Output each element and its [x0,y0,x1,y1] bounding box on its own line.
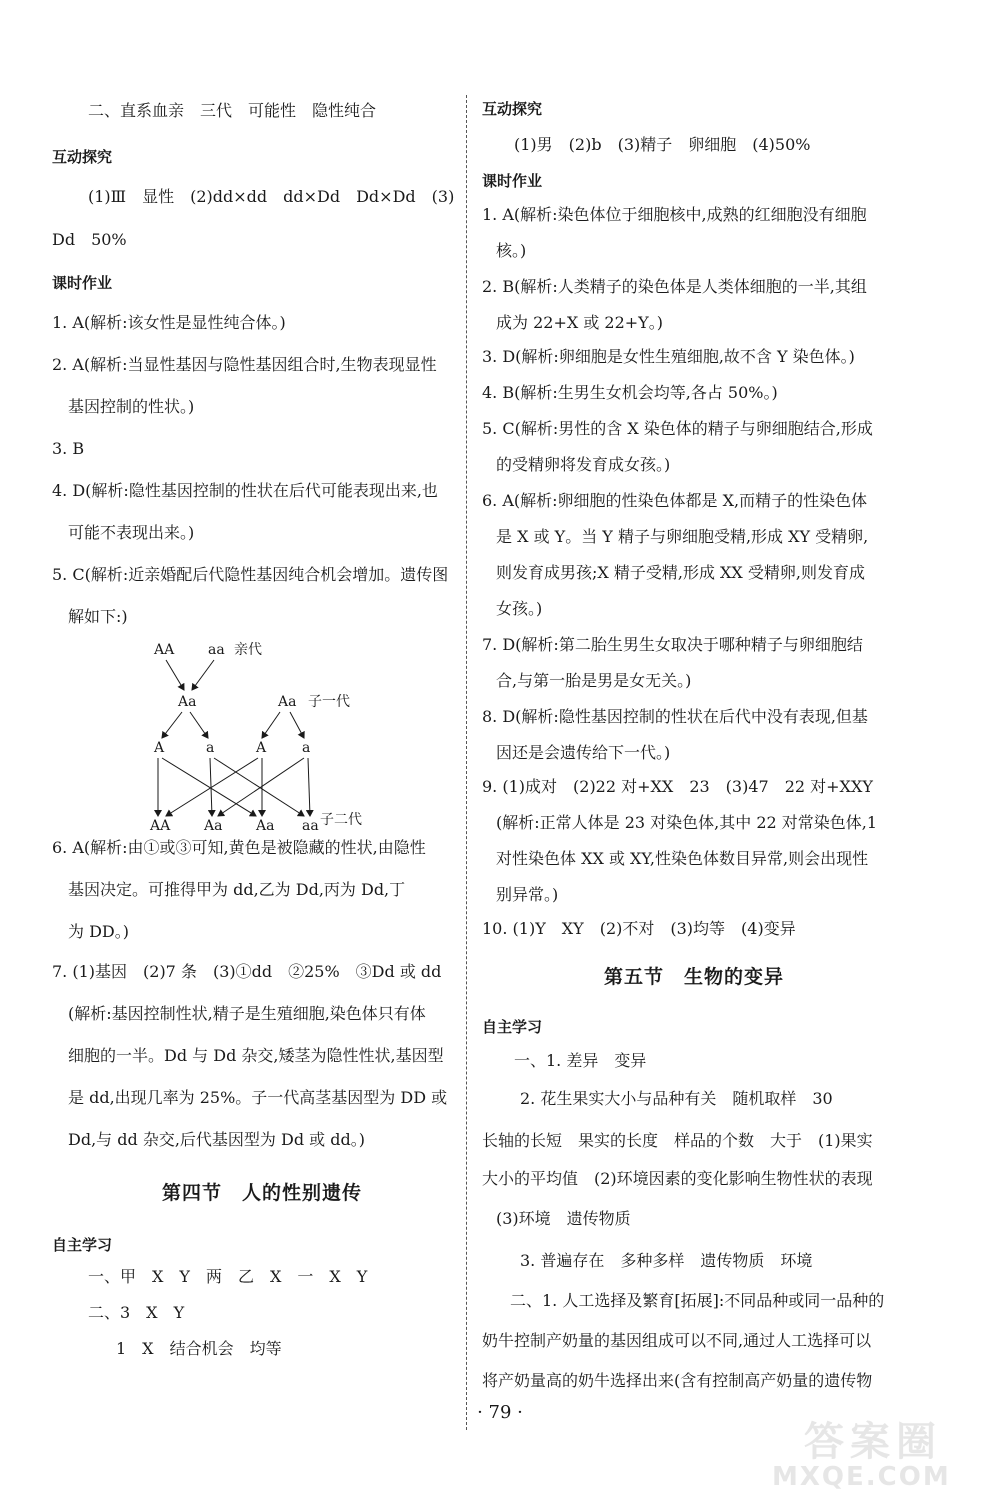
answer-q2-line2: 基因控制的性状。) [68,397,195,416]
right-answer-q3: 3. D(解析:卵细胞是女性生殖细胞,故不含 Y 染色体。) [482,347,855,366]
right-answer-q6-line1: 6. A(解析:卵细胞的性染色体都是 X,而精子的性染色体 [482,491,868,510]
f1-genotype-2: Aa [278,694,297,710]
answer-q5-line1: 5. C(解析:近亲婚配后代隐性基因纯合机会增加。遗传图 [52,565,449,584]
right-answer-q8-line2: 因还是会遗传给下一代。) [496,743,671,762]
variation-line-7: 二、1. 人工选择及繁育[拓展]:不同品种或同一品种的 [510,1291,885,1310]
right-answer-q1-line1: 1. A(解析:染色体位于细胞核中,成熟的红细胞没有细胞 [482,205,867,224]
answer-q3: 3. B [52,439,85,458]
answer-q7-line4: 是 dd,出现几率为 25%。子一代高茎基因型为 DD 或 [68,1088,448,1107]
page-number: · 79 · [477,1402,523,1423]
right-answer-q6-line2: 是 X 或 Y。当 Y 精子与卵细胞受精,形成 XY 受精卵, [496,527,869,546]
right-answer-q10: 10. (1)Y XY (2)不对 (3)均等 (4)变异 [482,919,796,938]
variation-line-4: 大小的平均值 (2)环境因素的变化影响生物性状的表现 [482,1169,873,1188]
answer-q5-line2: 解如下:) [68,607,128,626]
variation-line-8: 奶牛控制产奶量的基因组成可以不同,通过人工选择可以 [482,1331,872,1350]
right-answer-q6-line3: 则发育成男孩;X 精子受精,形成 XX 受精卵,则发育成 [496,563,865,582]
answer-q7-line3: 细胞的一半。Dd 与 Dd 杂交,矮茎为隐性性状,基因型 [68,1046,444,1065]
self-study-heading-right: 自主学习 [482,1018,543,1036]
right-answer-q7-line2: 合,与第一胎是男是女无关。) [496,671,692,690]
answer-q6-line2: 基因决定。可推得甲为 dd,乙为 Dd,丙为 Dd,丁 [68,880,406,899]
f1-genotype-1: Aa [178,694,197,710]
section-5-title: 第五节 生物的变异 [604,966,785,988]
gamete-1: A [154,740,165,756]
right-answer-q7-line1: 7. D(解析:第二胎生男生女取决于哪种精子与卵细胞结 [482,635,863,654]
right-answer-q1-line2: 核。) [496,241,527,260]
answer-q1: 1. A(解析:该女性是显性纯合体。) [52,313,286,332]
parent-genotype-1: AA [154,642,175,658]
answer-q4-line2: 可能不表现出来。) [68,523,195,542]
homework-heading: 课时作业 [52,274,113,292]
right-answer-q9-line2: (解析:正常人体是 23 对染色体,其中 22 对常染色体,1 [496,813,878,832]
watermark-logo [744,1410,994,1495]
right-line-1: (1)男 (2)b (3)精子 卵细胞 (4)50% [514,135,811,154]
generation-label-f1: 子一代 [308,694,350,710]
cross-arrows [158,660,310,816]
right-answer-q5-line2: 的受精卵将发育成女孩。) [496,455,671,474]
generation-label-parent: 亲代 [234,642,262,658]
f2-genotype-1: AA [150,818,171,834]
parent-genotype-2: aa [208,642,225,658]
f2-genotype-4: aa [302,818,319,834]
f2-genotype-2: Aa [204,818,223,834]
variation-line-2: 2. 花生果实大小与品种有关 随机取样 30 [520,1089,833,1108]
variation-line-1: 一、1. 差异 变异 [514,1051,647,1070]
gamete-4: a [302,740,311,756]
variation-line-5: (3)环境 遗传物质 [496,1209,631,1228]
self-study-line-1: 一、甲 X Y 两 乙 X 一 X Y [88,1267,368,1286]
gamete-2: a [206,740,215,756]
right-answer-q2-line2: 成为 22+X 或 22+Y。) [496,313,663,332]
right-answer-q9-line1: 9. (1)成对 (2)22 对+XX 23 (3)47 22 对+XXY [482,777,873,796]
answer-q6-line3: 为 DD。) [68,922,129,941]
variation-line-6: 3. 普遍存在 多种多样 遗传物质 环境 [520,1251,813,1270]
answer-q2-line1: 2. A(解析:当显性基因与隐性基因组合时,生物表现显性 [52,355,437,374]
variation-line-3: 长轴的长短 果实的长度 样品的个数 大于 (1)果实 [482,1131,873,1150]
answer-q7-line1: 7. (1)基因 (2)7 条 (3)①dd ②25% ③Dd 或 dd [52,962,442,981]
watermark-text-url: MXQE.COM [772,1462,951,1492]
answer-q4-line1: 4. D(解析:隐性基因控制的性状在后代可能表现出来,也 [52,481,438,500]
homework-heading-right: 课时作业 [482,172,543,190]
interactive-inquiry-heading: 互动探究 [52,148,113,166]
gamete-3: A [256,740,267,756]
self-study-line-2: 二、3 X Y [88,1303,185,1322]
right-answer-q2-line1: 2. B(解析:人类精子的染色体是人类体细胞的一半,其组 [482,277,867,296]
genetic-cross-diagram [140,632,380,837]
right-answer-q4: 4. B(解析:生男生女机会均等,各占 50%。) [482,383,778,402]
right-answer-q8-line1: 8. D(解析:隐性基因控制的性状在后代中没有表现,但基 [482,707,868,726]
generation-label-f2: 子二代 [320,812,362,828]
left-line-3: Dd 50% [52,230,127,249]
self-study-heading-left: 自主学习 [52,1236,113,1254]
variation-line-9: 将产奶量高的奶牛选择出来(含有控制高产奶量的遗传物 [482,1371,873,1390]
left-line-2: (1)Ⅲ 显性 (2)dd×dd dd×Dd Dd×Dd (3) [88,187,455,206]
right-answer-q9-line3: 对性染色体 XX 或 XY,性染色体数目异常,则会出现性 [496,849,869,868]
right-answer-q9-line4: 别异常。) [496,885,559,904]
interactive-inquiry-heading-right: 互动探究 [482,100,543,118]
f2-genotype-3: Aa [256,818,275,834]
watermark-text-cn: 答案圈 [804,1419,942,1465]
left-line-1: 二、直系血亲 三代 可能性 隐性纯合 [88,101,377,120]
answer-q6-line1: 6. A(解析:由①或③可知,黄色是被隐藏的性状,由隐性 [52,838,426,857]
right-answer-q5-line1: 5. C(解析:男性的含 X 染色体的精子与卵细胞结合,形成 [482,419,873,438]
section-4-title: 第四节 人的性别遗传 [162,1182,363,1204]
column-divider [466,95,467,1430]
answer-q7-line5: Dd,与 dd 杂交,后代基因型为 Dd 或 dd。) [68,1130,365,1149]
self-study-line-3: 1 X 结合机会 均等 [116,1339,282,1358]
answer-q7-line2: (解析:基因控制性状,精子是生殖细胞,染色体只有体 [68,1004,426,1023]
right-answer-q6-line4: 女孩。) [496,599,543,618]
